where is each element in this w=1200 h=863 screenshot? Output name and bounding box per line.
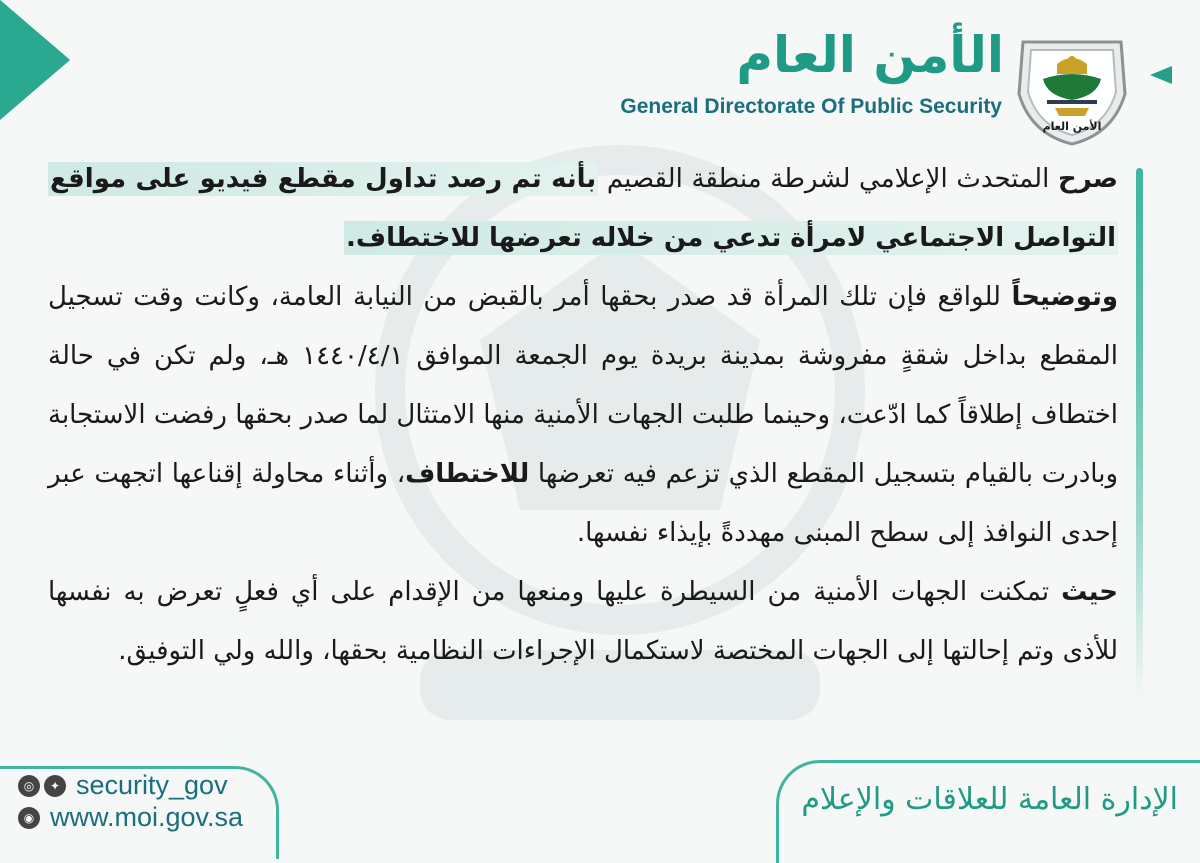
website-row	[18, 802, 243, 833]
header-arrow-decoration	[1150, 66, 1172, 84]
content-side-bar	[1136, 168, 1143, 698]
statement-paragraph-3	[48, 563, 1118, 681]
social-handle-row	[18, 770, 228, 801]
paragraph-text: تمكنت الجهات الأمنية من السيطرة عليها ومنعها من الإقدام على أي فعلٍ تعرض به نفسها للأذى وتم إحالتها إلى الجهات المختصة لاستكمال الإجراءات النظامية بحقها، والله ولي التوفيق.	[48, 577, 1118, 666]
paragraph-lead: حيث	[1061, 577, 1118, 607]
website-link[interactable]: www.moi.gov.sa	[50, 802, 244, 832]
paragraph-text: للواقع فإن تلك المرأة قد صدر بحقها أمر بالقبض من النيابة العامة، وكانت وقت تسجيل المقطع بداخل شقةٍ مفروشة بمدينة بريدة يوم الجمعة الموافق ١٤٤٠/٤/١ هـ، ولم تكن في حالة اختطاف إطلاقاً كما ادّعت، وحينما طلبت الجهات الأمنية منها الامتثال لما صدر بحقها رفضت الاستجابة وبادرت بالقيام بتسجيل المقطع الذي تزعم فيه تعرضها	[48, 282, 1119, 489]
social-handle[interactable]: security_gov	[76, 770, 228, 800]
statement-paragraph-2	[48, 268, 1118, 563]
twitter-icon: ✦	[44, 775, 66, 797]
statement-body	[48, 150, 1118, 681]
page-title-arabic: الأمن العام	[736, 26, 1004, 84]
paragraph-text: المتحدث الإعلامي لشرطة منطقة القصيم	[598, 164, 1058, 194]
instagram-icon: ◎	[18, 775, 40, 797]
paragraph-lead: وتوضيحاً	[1011, 282, 1118, 312]
footer-department-name: الإدارة العامة للعلاقات والإعلام	[801, 782, 1178, 817]
statement-paragraph-1	[48, 150, 1118, 268]
page-title-english: General Directorate Of Public Security	[620, 95, 1002, 118]
corner-arrow-decoration	[0, 0, 70, 120]
highlighted-text: بأنه تم رصد تداول مقطع فيديو على مواقع التواصل الاجتماعي لامرأة تدعي من خلاله تعرضها للاختطاف.	[50, 164, 1116, 253]
web-icon: ◉	[18, 807, 40, 829]
paragraph-lead: صرح	[1057, 164, 1118, 194]
bold-text: للاختطاف	[405, 459, 530, 489]
public-security-emblem-icon	[1013, 34, 1131, 146]
svg-text:الأمن العام: الأمن العام	[1042, 120, 1102, 133]
paragraph-tail: ، وأثناء محاولة إقناعها اتجهت عبر إحدى النوافذ إلى سطح المبنى مهددةً بإيذاء نفسها.	[48, 459, 1118, 548]
